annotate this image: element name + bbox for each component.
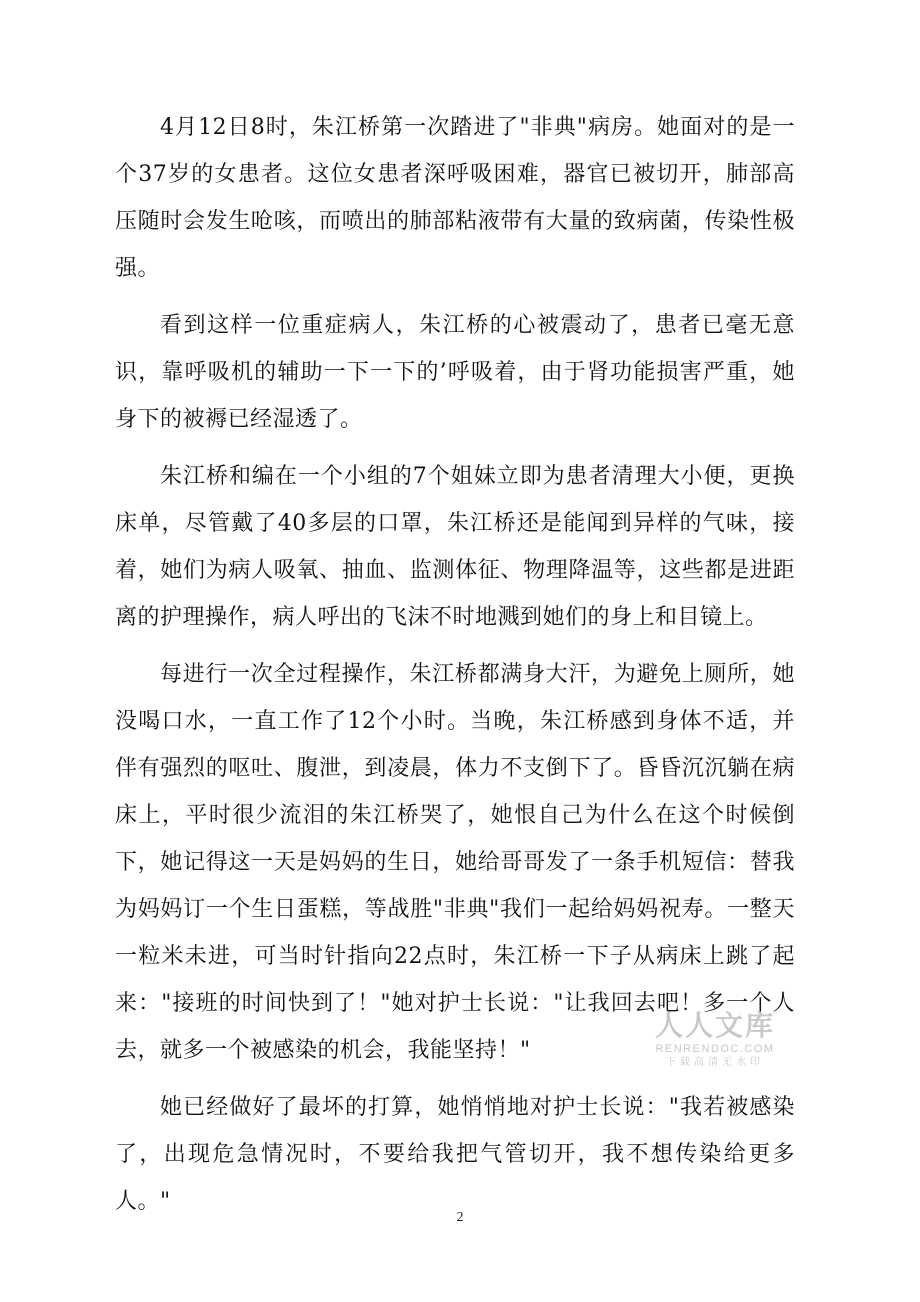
page-number: 2 xyxy=(456,1210,464,1225)
watermark-domain: RENRENDOC.COM xyxy=(655,1043,775,1055)
watermark-logo: 人人文库 xyxy=(654,1009,775,1042)
watermark-tagline: 下载高清无水印 xyxy=(666,1057,764,1068)
paragraph-5: 她已经做好了最坏的打算，她悄悄地对护士长说："我若被感染了，出现危急情况时，不要给我把气管切开，我不想传染给更多人。" xyxy=(115,1095,795,1214)
watermark xyxy=(650,1010,780,1070)
paragraph-2: 看到这样一位重症病人，朱江桥的心被震动了，患者已毫无意识，靠呼吸机的辅助一下一下的’呼吸着，由于肾功能损害严重，她身下的被褥已经湿透了。 xyxy=(115,313,795,432)
paragraph-3: 朱江桥和编在一个小组的7个姐妹立即为患者清理大小便，更换床单，尽管戴了40多层的口罩，朱江桥还是能闻到异样的气味，接着，她们为病人吸氧、抽血、监测体征、物理降温等，这些都是进距离的护理操作，病人呼出的飞沫不时地溅到她们的身上和目镜上。 xyxy=(115,464,795,630)
paragraph-4: 每进行一次全过程操作，朱江桥都满身大汗，为避免上厕所，她没喝口水，一直工作了12个小时。当晚，朱江桥感到身体不适，并伴有强烈的呕吐、腹泄，到凌晨，体力不支倒下了。昏昏沉沉躺在病床上，平时很少流泪的朱江桥哭了，她恨自己为什么在这个时候倒下，她记得这一天是妈妈的生日，她给哥哥发了一条手机短信：替我为妈妈订一个生日蛋糕，等战胜"非典"我们一起给妈妈祝寿。一整天一粒米未进，可当时针指向22点时，朱江桥一下子从病床上跳了起来："接班的时间快到了！"她对护士长说："让我回去吧！多一个人去，就多一个被感染的机会，我能坚持！" xyxy=(115,662,795,1063)
paragraph-1: 4月12日8时，朱江桥第一次踏进了"非典"病房。她面对的是一个37岁的女患者。这位女患者深呼吸困难，器官已被切开，肺部高压随时会发生呛咳，而喷出的肺部粘液带有大量的致病菌，传染性极强。 xyxy=(115,115,795,281)
